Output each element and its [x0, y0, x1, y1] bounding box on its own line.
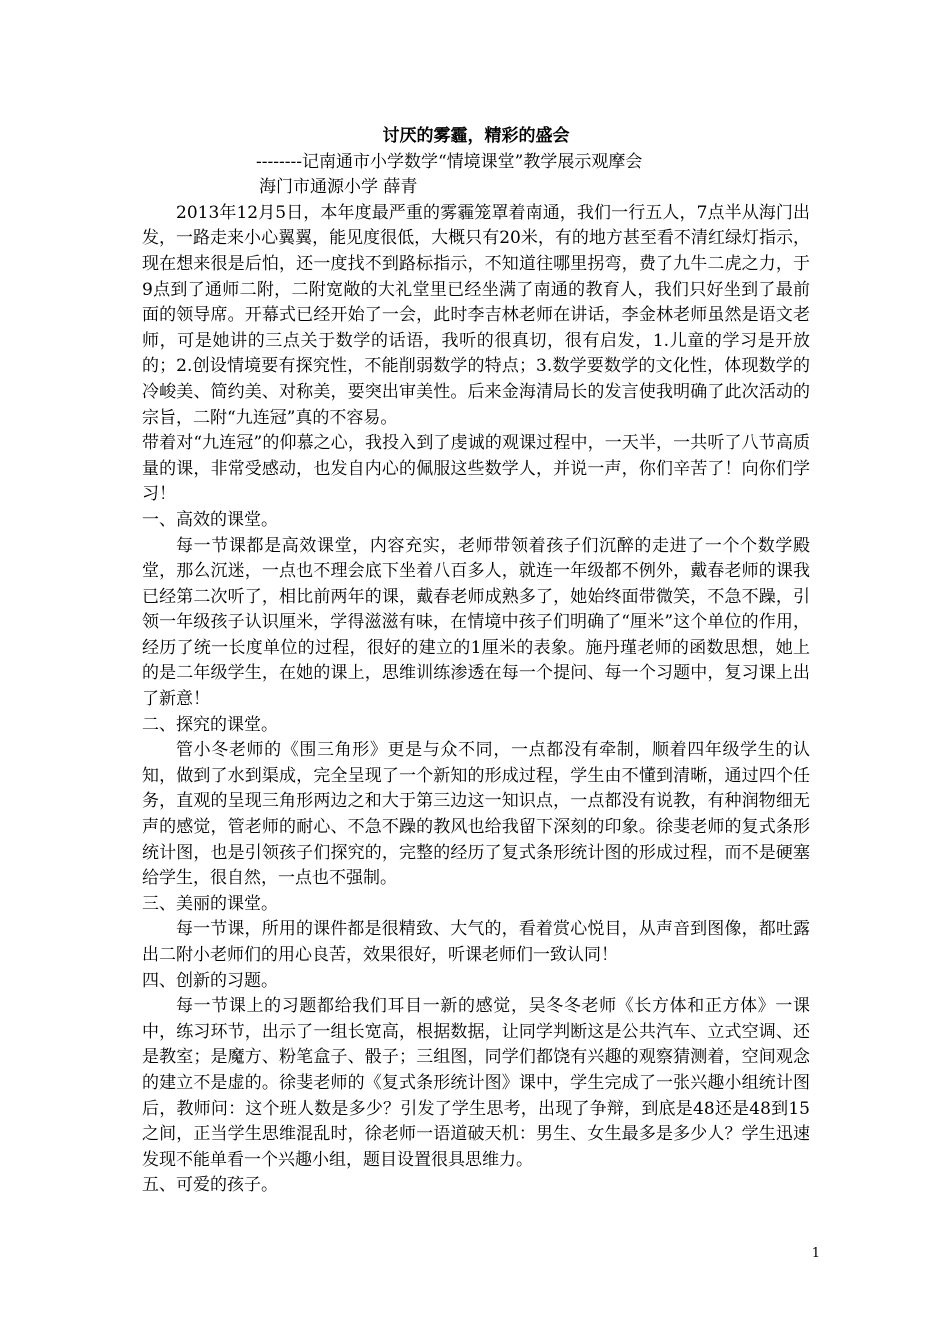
intro-paragraph: 带着对“九连冠”的仰慕之心，我投入到了虔诚的观课过程中，一天半，一共听了八节高质量的课，非常受感动，也发自内心的佩服这些数学人，并说一声，你们辛苦了！向你们学习！	[142, 433, 810, 505]
section-paragraph: 每一节课上的习题都给我们耳目一新的感觉，吴冬冬老师《长方体和正方体》一课中，练习环节，出示了一组长宽高，根据数据，让同学判断这是公共汽车、立式空调、还是教室；是魔方、粉笔盒子、骰子；三组图，同学们都饶有兴趣的观察猜测着，空间观念的建立不是虚的。徐斐老师的《复式条形统计图》课中，学生完成了一张兴趣小组统计图后，教师问：这个班人数是多少？引发了学生思考，出现了争辩，到底是48还是48到15之间，正当学生思维混乱时，徐老师一语道破天机：男生、女生最多是多少人？学生迅速发现不能单看一个兴趣小组，题目设置很具思维力。	[142, 996, 810, 1170]
section-heading: 二、探究的课堂。	[142, 714, 278, 735]
section-heading: 三、美丽的课堂。	[142, 893, 278, 914]
section-heading: 五、可爱的孩子。	[142, 1175, 278, 1196]
section-heading: 一、高效的课堂。	[142, 509, 278, 530]
document-author: 海门市通源小学 薛青	[259, 177, 418, 198]
section-paragraph: 管小冬老师的《围三角形》更是与众不同，一点都没有牵制，顺着四年级学生的认知，做到了水到渠成，完全呈现了一个新知的形成过程，学生由不懂到清晰，通过四个任务，直观的呈现三角形两边之和大于第三边这一知识点，一点都没有说教，有种润物细无声的感觉，管老师的耐心、不急不躁的教风也给我留下深刻的印象。徐斐老师的复式条形统计图，也是引领孩子们探究的，完整的经历了复式条形统计图的形成过程，而不是硬塞给学生，很自然，一点也不强制。	[142, 740, 810, 889]
section-paragraph: 每一节课都是高效课堂，内容充实，老师带领着孩子们沉醉的走进了一个个数学殿堂，那么沉迷，一点也不理会底下坐着八百多人，就连一年级都不例外，戴春老师的课我已经第二次听了，相比前两年的课，戴春老师成熟多了，她始终面带微笑，不急不躁，引领一年级孩子认识厘米，学得滋滋有味，在情境中孩子们明确了“厘米”这个单位的作用，经历了统一长度单位的过程，很好的建立的1厘米的表象。施丹瑾老师的函数思想，她上的是二年级学生，在她的课上，思维训练渗透在每一个提问、每一个习题中，复习课上出了新意！	[142, 535, 810, 710]
document-body	[142, 124, 810, 1199]
section-heading: 四、创新的习题。	[142, 970, 278, 991]
document-title: 讨厌的雾霾，精彩的盛会	[382, 126, 570, 146]
document-subtitle: --------记南通市小学数学“情境课堂”教学展示观摩会	[256, 151, 643, 172]
page-number: 1	[811, 1246, 820, 1261]
intro-paragraph: 2013年12月5日，本年度最严重的雾霾笼罩着南通，我们一行五人，7点半从海门出发，一路走来小心翼翼，能见度很低，大概只有20米，有的地方甚至看不清红绿灯指示，现在想来很是后怕，还一度找不到路标指示，不知道往哪里拐弯，费了九牛二虎之力，于9点到了通师二附，二附宽敞的大礼堂里已经坐满了南通的教育人，我们只好坐到了最前面的领导席。开幕式已经开始了一会，此时李吉林老师在讲话，李金林老师虽然是语文老师，可是她讲的三点关于数学的话语，我听的很真切，很有启发，1.儿童的学习是开放的；2.创设情境要有探究性，不能削弱数学的特点；3.数学要数学的文化性，体现数学的冷峻美、简约美、对称美，要突出审美性。后来金海清局长的发言使我明确了此次活动的宗旨，二附“九连冠”真的不容易。	[142, 202, 810, 428]
section-paragraph: 每一节课，所用的课件都是很精致、大气的，看着赏心悦目，从声音到图像，都吐露出二附小老师们的用心良苦，效果很好，听课老师们一致认同！	[142, 919, 810, 965]
